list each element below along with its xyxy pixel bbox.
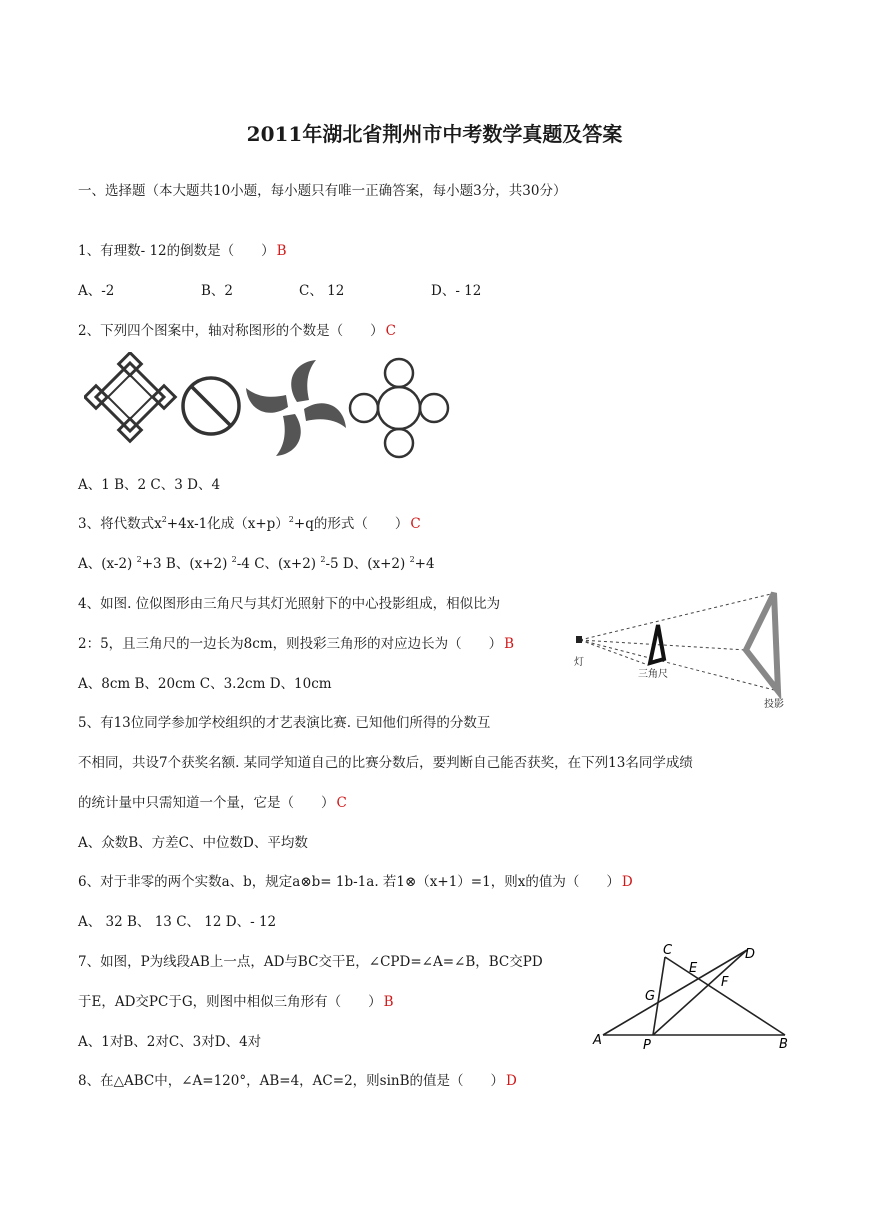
option-d: D、- 12 — [431, 283, 482, 299]
page-title: 2011年湖北省荆州市中考数学真题及答案 — [246, 122, 623, 146]
projection-figure — [568, 585, 798, 715]
question-7-stem: 于E，AD交PC于G，则图中相似三角形有（ ） — [78, 994, 382, 1010]
question-6-options: A、 32 B、 13 C、 12 D、- 12 — [78, 914, 277, 930]
exponent: 2 — [409, 555, 415, 564]
question-3-stem-part: 3、将代数式x — [78, 516, 162, 532]
question-3-stem-part: +4x-1化成（x+p） — [166, 516, 289, 532]
option-text: +4 — [414, 556, 435, 572]
label-b: B — [779, 1037, 788, 1052]
question-6-stem: 6、对于非零的两个实数a、b，规定a⊗b= 1b-1a. 若1⊗（x+1）=1，则x的值为（ ） — [78, 874, 620, 890]
question-7-answer: B — [383, 994, 394, 1010]
label-f: F — [721, 975, 729, 990]
question-4-line-2 — [78, 635, 514, 653]
question-1-answer: B — [276, 243, 287, 259]
option-text: -5 D、(x+2) — [325, 556, 410, 572]
question-5-options: A、众数B、方差C、中位数D、平均数 — [78, 835, 308, 851]
question-5-line-2: 不相同，共设7个获奖名额. 某同学知道自己的比赛分数后，要判断自己能否获奖，在下列13名同学成绩 — [78, 755, 693, 771]
label-d: D — [745, 947, 756, 962]
question-3-answer: C — [410, 516, 421, 532]
section-heading: 一、选择题（本大题共10小题，每小题只有唯一正确答案，每小题3分，共30分） — [78, 183, 567, 199]
question-7-options: A、1对B、2对C、3对D、4对 — [78, 1034, 262, 1050]
label-c: C — [663, 943, 673, 958]
question-4-options: A、8cm B、20cm C、3.2cm D、10cm — [78, 676, 332, 692]
exponent: 2 — [136, 555, 142, 564]
diamond-squares-figure — [85, 353, 176, 442]
question-2-answer: C — [385, 323, 396, 339]
symmetry-figures — [84, 352, 454, 464]
lamp-label: 灯 — [574, 657, 584, 668]
question-8-stem: 8、在△ABC中，∠A=120°，AB=4，AC=2，则sinB的值是（ ） — [78, 1073, 505, 1089]
lamp-icon — [576, 636, 582, 643]
question-1-stem: 1、有理数- 12的倒数是（ ） — [78, 243, 275, 259]
ruler-triangle — [650, 625, 664, 663]
question-1-options — [78, 282, 481, 300]
option-b: B、2 — [201, 283, 234, 299]
question-7-line-2 — [78, 993, 394, 1011]
question-2-options: A、1 B、2 C、3 D、4 — [78, 477, 221, 493]
question-8 — [78, 1072, 517, 1090]
question-7-line-1: 7、如图，P为线段AB上一点，AD与BC交干E，∠CPD=∠A=∠B，BC交PD — [78, 954, 543, 970]
exponent: 2 — [161, 515, 167, 524]
question-1 — [78, 242, 287, 260]
question-3-stem-part: +q的形式（ ） — [293, 516, 409, 532]
question-2-stem: 2、下列四个图案中，轴对称图形的个数是（ ） — [78, 323, 384, 339]
circle-slash-figure — [183, 378, 239, 434]
question-5-answer: C — [336, 795, 347, 811]
option-text: A、(x-2) — [78, 556, 137, 572]
shadow-label: 投影 — [764, 699, 784, 710]
option-text: +3 B、(x+2) — [141, 556, 232, 572]
option-c: C、 12 — [299, 283, 345, 299]
ruler-label: 三角尺 — [638, 669, 668, 680]
question-3 — [78, 515, 421, 533]
five-circles-figure — [350, 359, 448, 457]
question-2 — [78, 322, 396, 340]
exponent: 2 — [288, 515, 294, 524]
label-p: P — [643, 1038, 651, 1053]
question-6-answer: D — [621, 874, 633, 890]
option-a: A、-2 — [78, 283, 115, 299]
label-g: G — [645, 989, 656, 1004]
question-5-line-1: 5、有13位同学参加学校组织的才艺表演比赛. 已知他们所得的分数互 — [78, 715, 491, 731]
question-3-options — [78, 555, 435, 573]
question-6 — [78, 873, 633, 891]
question-4-answer: B — [504, 636, 515, 652]
shadow-triangle — [746, 593, 778, 691]
option-text: -4 C、(x+2) — [236, 556, 321, 572]
question-4-line-1: 4、如图. 位似图形由三角尺与其灯光照射下的中心投影组成，相似比为 — [78, 596, 501, 612]
question-5-line-3 — [78, 794, 347, 812]
label-e: E — [689, 961, 698, 976]
question-5-stem: 的统计量中只需知道一个量，它是（ ） — [78, 795, 335, 811]
question-4-stem: 2：5，且三角尺的一边长为8cm，则投彩三角形的对应边长为（ ） — [78, 636, 503, 652]
similar-triangles-figure — [585, 940, 800, 1055]
pinwheel-figure — [246, 360, 346, 456]
label-a: A — [593, 1033, 602, 1048]
exponent: 2 — [231, 555, 237, 564]
exponent: 2 — [320, 555, 326, 564]
question-8-answer: D — [506, 1073, 517, 1089]
